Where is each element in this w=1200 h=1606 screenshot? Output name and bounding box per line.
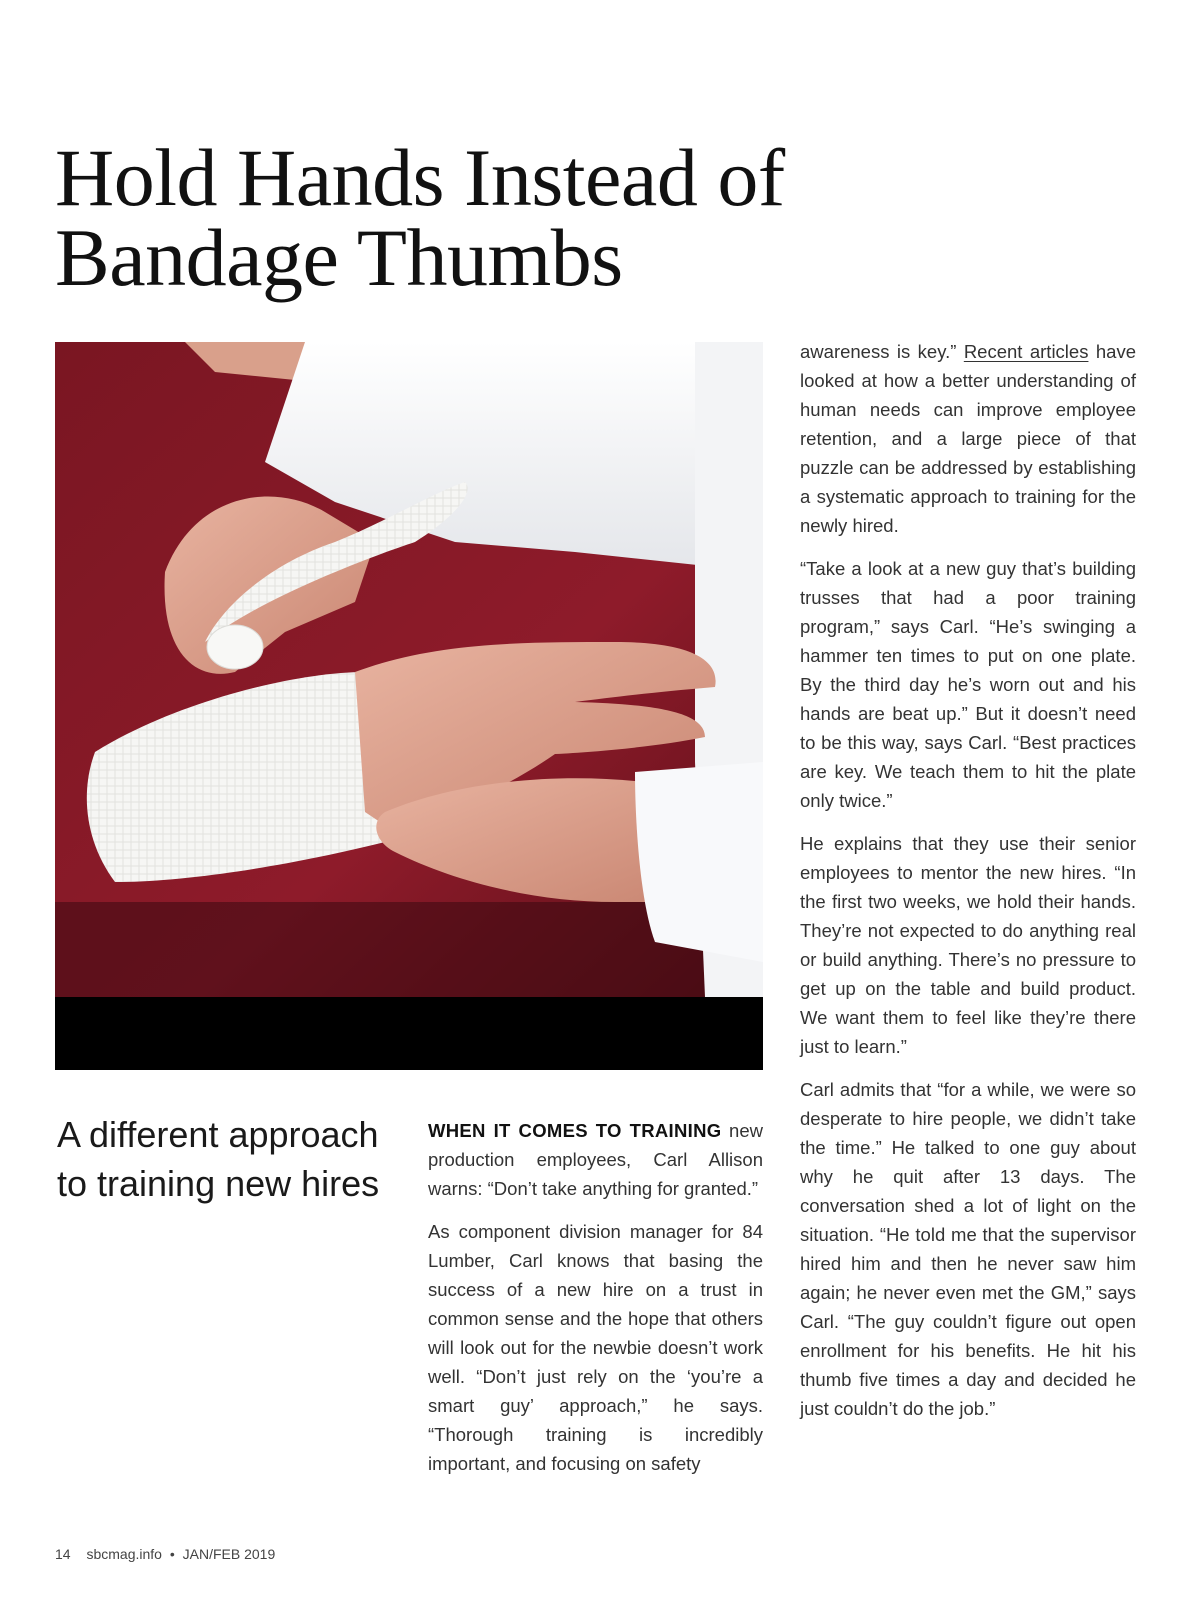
body-column-middle bbox=[428, 1116, 763, 1492]
body-column-right bbox=[800, 337, 1136, 1437]
paragraph bbox=[428, 1116, 763, 1203]
site-url: sbcmag.info bbox=[86, 1546, 162, 1562]
bandaged-hand-photo-icon bbox=[55, 342, 763, 1070]
lead-in: WHEN IT COMES TO TRAINING bbox=[428, 1120, 722, 1141]
article-photo bbox=[55, 342, 763, 1070]
recent-articles-link[interactable]: Recent articles bbox=[963, 341, 1089, 362]
footer-separator: • bbox=[169, 1546, 175, 1562]
issue-date: JAN/FEB 2019 bbox=[182, 1546, 276, 1562]
paragraph-text: have looked at how a better understanding of human needs can improve employee retention, and a large piece of that puzzle can be addressed by establishing a systematic approach to training for the newly hired. bbox=[800, 341, 1136, 536]
paragraph-text: awareness is key.” bbox=[800, 341, 964, 362]
title-line-1: Hold Hands Instead of bbox=[55, 132, 785, 223]
paragraph-text: new production employees, Carl Allison warns: “Don’t take anything for granted.” bbox=[428, 1120, 763, 1199]
article-subhead bbox=[57, 1110, 407, 1208]
paragraph bbox=[800, 337, 1136, 540]
paragraph: He explains that they use their senior employees to mentor the new hires. “In the first two weeks, we hold their hands. They’re not expected to do anything real or build anything. There’s no pressure to get up on the table and build product. We want them to feel like they’re there just to learn.” bbox=[800, 833, 1136, 1057]
title-line-2: Bandage Thumbs bbox=[55, 212, 623, 303]
paragraph: As component division manager for 84 Lumber, Carl knows that basing the success of a new hire on a trust in common sense and the hope that others will look out for the newbie doesn’t work well. “Don’t just rely on the ‘you’re a smart guy’ approach,” he says. “Thorough training is incredibly important, and focusing on safety bbox=[428, 1221, 763, 1474]
page-number: 14 bbox=[55, 1546, 71, 1562]
page-footer bbox=[55, 1546, 279, 1562]
paragraph: Carl admits that “for a while, we were so desperate to hire people, we didn’t take the time.” He talked to one guy about why he quit after 13 days. The conversation shed a lot of light on the situation. “He told me that the supervisor hired him and then he never saw him again; he never even met the GM,” says Carl. “The guy couldn’t figure out open enrollment for his benefits. He hit his thumb five times a day and decided he just couldn’t do the job.” bbox=[800, 1079, 1136, 1419]
article-title bbox=[55, 132, 1055, 303]
subhead-line-1: A different approach bbox=[57, 1114, 379, 1155]
subhead-line-2: to training new hires bbox=[57, 1163, 380, 1204]
paragraph: “Take a look at a new guy that’s building trusses that had a poor training program,” says Carl. “He’s swinging a hammer ten times to put on one plate. By the third day he’s worn out and his hands are beat up.” But it doesn’t need to be this way, says Carl. “Best practices are key. We teach them to hit the plate only twice.” bbox=[800, 558, 1136, 811]
